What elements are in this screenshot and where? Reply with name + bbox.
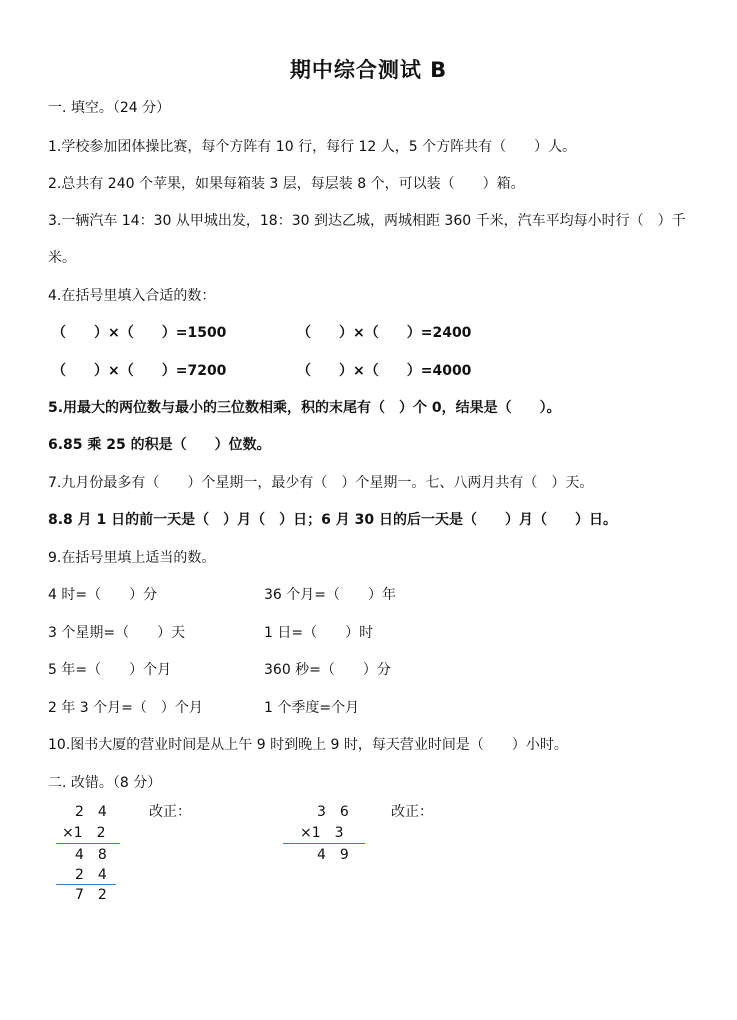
section1-heading: 一. 填空。（24 分）: [48, 100, 171, 116]
calc2-multiplier: ×1 3: [300, 825, 344, 841]
question-9-item-d: 1 日=（ ）时: [264, 625, 374, 641]
question-1: 1.学校参加团体操比赛，每个方阵有 10 行，每行 12 人，5 个方阵共有（ ）人。: [48, 139, 577, 155]
question-9-item-c: 3 个星期=（ ）天: [48, 625, 186, 641]
calc2-multiplicand: 3 6: [317, 804, 349, 820]
question-3-line1: 3.一辆汽车 14：30 从甲城出发，18：30 到达乙城，两城相距 360 千米，汽车平均每小时行（ ）千: [48, 213, 686, 229]
calc2-correction-label: 改正：: [391, 804, 433, 820]
question-9-item-b: 36 个月=（ ）年: [264, 587, 396, 603]
page-title: 期中综合测试 B: [289, 58, 448, 82]
calc1-partial-1: 4 8: [75, 847, 107, 863]
question-9-item-f: 360 秒=（ ）分: [264, 662, 391, 678]
question-2: 2.总共有 240 个苹果，如果每箱装 3 层，每层装 8 个，可以装（ ）箱。: [48, 176, 525, 192]
calc1-partial-2: 2 4: [75, 867, 107, 883]
question-7: 7.九月份最多有（ ）个星期一，最少有（ ）个星期一。七、八两月共有（ ）天。: [48, 475, 594, 491]
question-4-equation-3: （ ）×（ ）=7200: [52, 363, 227, 379]
calc1-correction-label: 改正：: [149, 804, 191, 820]
question-8: 8.8 月 1 日的前一天是（ ）月（ ）日；6 月 30 日的后一天是（ ）月（ ）日。: [48, 512, 618, 528]
calc1-multiplier: ×1 2: [62, 825, 106, 841]
question-9-item-g: 2 年 3 个月=（ ）个月: [48, 700, 203, 716]
calc1-rule-1: [56, 843, 120, 844]
question-9-item-e: 5 年=（ ）个月: [48, 662, 172, 678]
question-10: 10.图书大厦的营业时间是从上午 9 时到晚上 9 时，每天营业时间是（ ）小时。: [48, 737, 568, 753]
question-5: 5.用最大的两位数与最小的三位数相乘，积的末尾有（ ）个 0，结果是（ ）。: [48, 400, 561, 416]
question-6: 6.85 乘 25 的积是（ ）位数。: [48, 437, 271, 453]
question-9: 9.在括号里填上适当的数。: [48, 550, 216, 566]
question-4-equation-2: （ ）×（ ）=2400: [297, 325, 472, 341]
question-4: 4.在括号里填入合适的数：: [48, 288, 216, 304]
question-9-item-h: 1 个季度=个月: [264, 700, 360, 716]
calc2-rule: [283, 843, 365, 844]
question-3-line2: 米。: [48, 250, 76, 266]
calc2-result: 4 9: [317, 847, 349, 863]
question-4-equation-1: （ ）×（ ）=1500: [52, 325, 227, 341]
question-9-item-a: 4 时=（ ）分: [48, 587, 158, 603]
section2-heading: 二. 改错。（8 分）: [48, 775, 162, 791]
question-4-equation-4: （ ）×（ ）=4000: [297, 363, 472, 379]
calc1-rule-2: [56, 884, 116, 885]
calc1-result: 7 2: [75, 887, 107, 903]
calc1-multiplicand: 2 4: [75, 804, 107, 820]
